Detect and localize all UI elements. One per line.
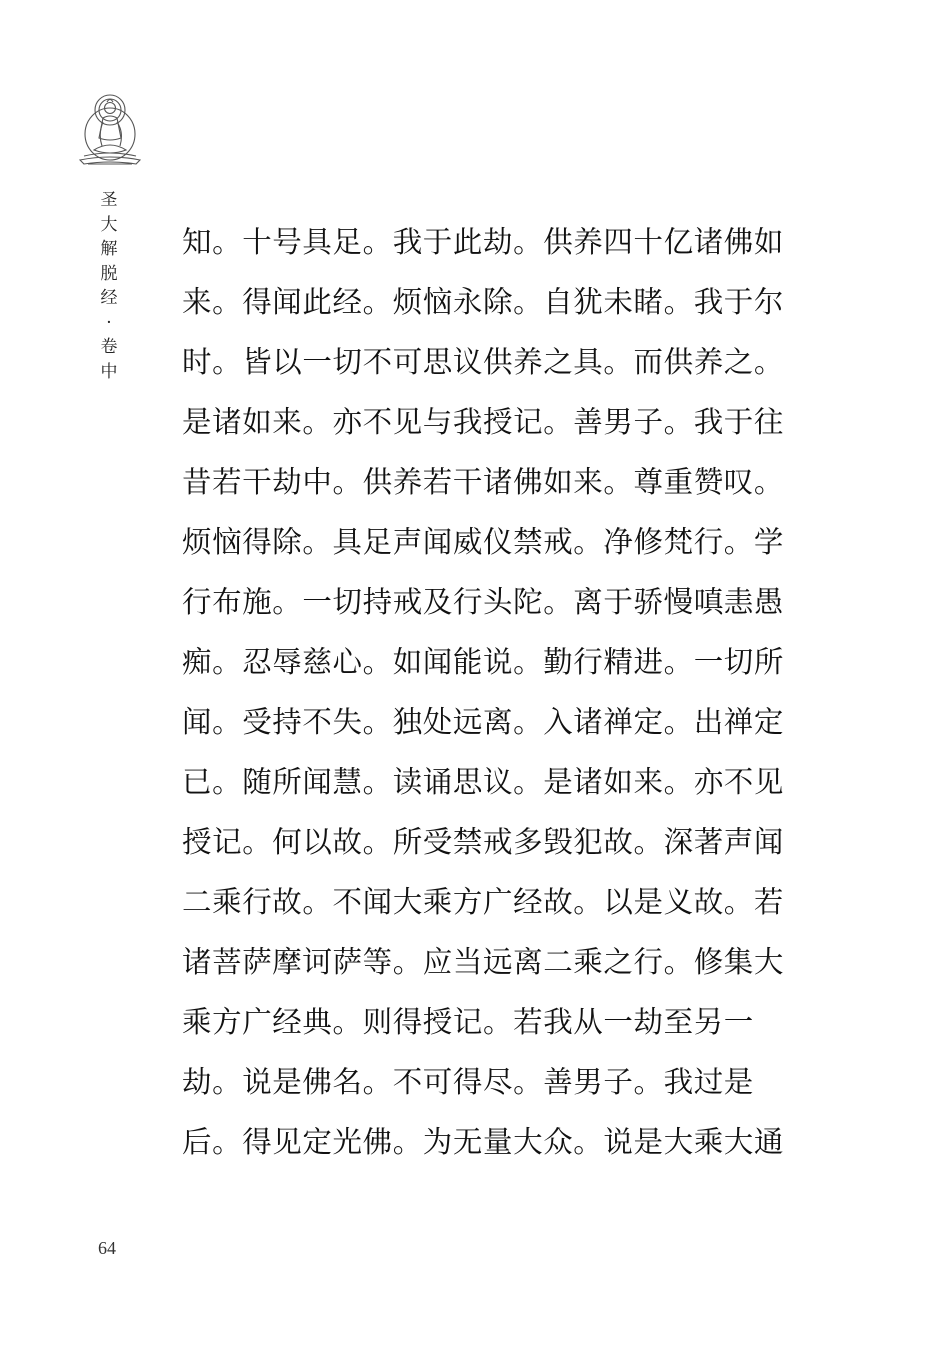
text-line: 行布施。一切持戒及行头陀。离于骄慢嗔恚愚: [182, 585, 785, 619]
text-line: 闻。受持不失。独处远离。入诸禅定。出禅定: [182, 705, 785, 739]
page-number: 64: [98, 1238, 116, 1258]
text-line: 来。得闻此经。烦恼永除。自犹未睹。我于尔: [182, 285, 785, 319]
text-line: 是诸如来。亦不见与我授记。善男子。我于往: [182, 405, 785, 439]
running-head-char: 卷: [100, 337, 118, 357]
text-line: 二乘行故。不闻大乘方广经故。以是义故。若: [182, 885, 785, 919]
text-line: 诸菩萨摩诃萨等。应当远离二乘之行。修集大: [182, 945, 785, 979]
text-line: 烦恼得除。具足声闻威仪禁戒。净修梵行。学: [182, 525, 785, 559]
running-head-char: 大: [100, 214, 118, 235]
text-line: 知。十号具足。我于此劫。供养四十亿诸佛如: [182, 225, 785, 259]
seated-buddha-icon: [74, 90, 146, 168]
text-line: 乘方广经典。则得授记。若我从一劫至另一: [182, 1005, 754, 1039]
text-line: 劫。说是佛名。不可得尽。善男子。我过是: [182, 1065, 754, 1099]
running-head-char: 圣: [100, 190, 118, 210]
running-head-char: ·: [106, 312, 112, 333]
text-line: 已。随所闻慧。读诵思议。是诸如来。亦不见: [182, 765, 785, 799]
running-head-char: 脱: [100, 263, 118, 284]
body-text: [182, 212, 785, 1172]
running-head-char: 解: [100, 239, 118, 259]
text-line: 时。皆以一切不可思议供养之具。而供养之。: [182, 345, 785, 379]
running-head-char: 经: [100, 288, 118, 308]
running-head: [96, 188, 122, 384]
text-line: 后。得见定光佛。为无量大众。说是大乘大通: [182, 1125, 785, 1159]
running-head-char: 中: [100, 361, 118, 382]
text-line: 痴。忍辱慈心。如闻能说。勤行精进。一切所: [182, 645, 785, 679]
text-line: 授记。何以故。所受禁戒多毁犯故。深著声闻: [182, 825, 785, 859]
text-line: 昔若干劫中。供养若干诸佛如来。尊重赞叹。: [182, 465, 785, 499]
